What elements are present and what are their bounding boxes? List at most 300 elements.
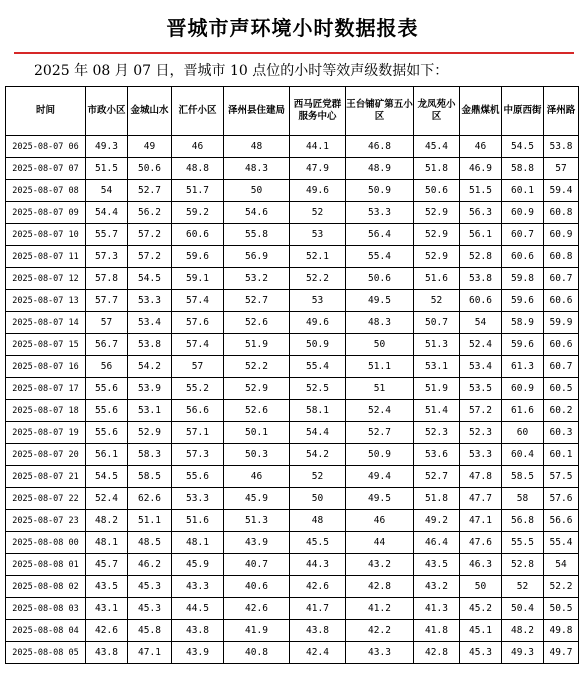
noise-value-cell: 55.6: [86, 422, 128, 444]
noise-value-cell: 52.2: [224, 356, 290, 378]
noise-value-cell: 53.4: [128, 312, 172, 334]
noise-value-cell: 53.5: [460, 378, 502, 400]
noise-value-cell: 57.4: [172, 334, 224, 356]
table-row: [6, 444, 579, 466]
noise-value-cell: 52.9: [414, 224, 460, 246]
noise-value-cell: 54: [460, 312, 502, 334]
noise-value-cell: 52.1: [290, 246, 346, 268]
noise-value-cell: 60.7: [502, 224, 544, 246]
noise-value-cell: 48.1: [86, 532, 128, 554]
noise-value-cell: 40.6: [224, 576, 290, 598]
noise-value-cell: 52.8: [502, 554, 544, 576]
noise-value-cell: 58: [502, 488, 544, 510]
noise-value-cell: 60.7: [544, 268, 579, 290]
noise-value-cell: 57.2: [128, 224, 172, 246]
noise-value-cell: 51.3: [414, 334, 460, 356]
noise-value-cell: 52.7: [346, 422, 414, 444]
noise-value-cell: 43.1: [86, 598, 128, 620]
noise-value-cell: 51.7: [172, 180, 224, 202]
time-cell: 2025-08-07 19: [6, 422, 86, 444]
noise-value-cell: 53.9: [128, 378, 172, 400]
noise-value-cell: 46.3: [460, 554, 502, 576]
noise-value-cell: 50: [346, 334, 414, 356]
table-row: [6, 180, 579, 202]
noise-value-cell: 54.2: [128, 356, 172, 378]
noise-value-cell: 49.2: [414, 510, 460, 532]
noise-value-cell: 45.8: [128, 620, 172, 642]
noise-value-cell: 57.6: [544, 488, 579, 510]
noise-value-cell: 45.3: [460, 642, 502, 664]
noise-value-cell: 50.9: [346, 444, 414, 466]
noise-value-cell: 49: [128, 136, 172, 158]
noise-value-cell: 59.4: [544, 180, 579, 202]
col-header-site-7: 龙凤苑小区: [414, 87, 460, 136]
noise-value-cell: 60.9: [502, 378, 544, 400]
noise-value-cell: 40.7: [224, 554, 290, 576]
noise-value-cell: 43.5: [86, 576, 128, 598]
time-cell: 2025-08-07 12: [6, 268, 86, 290]
noise-value-cell: 56.9: [224, 246, 290, 268]
noise-value-cell: 56.2: [128, 202, 172, 224]
noise-value-cell: 49.3: [502, 642, 544, 664]
noise-value-cell: 57.6: [172, 312, 224, 334]
noise-value-cell: 43.8: [290, 620, 346, 642]
noise-value-cell: 57: [544, 158, 579, 180]
time-cell: 2025-08-07 08: [6, 180, 86, 202]
noise-value-cell: 53.1: [128, 400, 172, 422]
noise-value-cell: 50.9: [290, 334, 346, 356]
noise-value-cell: 56.6: [544, 510, 579, 532]
noise-value-cell: 46.9: [460, 158, 502, 180]
noise-value-cell: 48.2: [86, 510, 128, 532]
noise-value-cell: 45.1: [460, 620, 502, 642]
noise-value-cell: 60.4: [502, 444, 544, 466]
noise-value-cell: 55.4: [290, 356, 346, 378]
noise-value-cell: 44.5: [172, 598, 224, 620]
noise-value-cell: 50.6: [128, 158, 172, 180]
time-cell: 2025-08-07 20: [6, 444, 86, 466]
noise-value-cell: 43.9: [172, 642, 224, 664]
table-header-row: [6, 87, 579, 136]
noise-value-cell: 53.1: [414, 356, 460, 378]
noise-value-cell: 57.3: [86, 246, 128, 268]
noise-value-cell: 59.1: [172, 268, 224, 290]
noise-value-cell: 46: [172, 136, 224, 158]
table-row: [6, 532, 579, 554]
noise-value-cell: 58.1: [290, 400, 346, 422]
noise-value-cell: 49.6: [290, 180, 346, 202]
noise-value-cell: 47.8: [460, 466, 502, 488]
noise-value-cell: 48: [224, 136, 290, 158]
noise-value-cell: 46: [346, 510, 414, 532]
noise-value-cell: 52.3: [460, 422, 502, 444]
noise-value-cell: 54: [86, 180, 128, 202]
noise-value-cell: 47.6: [460, 532, 502, 554]
noise-value-cell: 43.9: [224, 532, 290, 554]
noise-value-cell: 50.1: [224, 422, 290, 444]
noise-value-cell: 61.6: [502, 400, 544, 422]
noise-value-cell: 54: [544, 554, 579, 576]
table-row: [6, 224, 579, 246]
noise-value-cell: 52.2: [290, 268, 346, 290]
noise-value-cell: 50.3: [224, 444, 290, 466]
noise-value-cell: 54.2: [290, 444, 346, 466]
noise-value-cell: 42.8: [346, 576, 414, 598]
noise-value-cell: 56.4: [346, 224, 414, 246]
noise-value-cell: 44.3: [290, 554, 346, 576]
noise-value-cell: 45.2: [460, 598, 502, 620]
noise-value-cell: 46: [460, 136, 502, 158]
col-header-site-9: 中原西街: [502, 87, 544, 136]
noise-value-cell: 57.7: [86, 290, 128, 312]
noise-value-cell: 57.2: [460, 400, 502, 422]
noise-value-cell: 54.5: [86, 466, 128, 488]
noise-value-cell: 52: [290, 202, 346, 224]
noise-value-cell: 49.5: [346, 488, 414, 510]
noise-value-cell: 52.4: [460, 334, 502, 356]
noise-value-cell: 53.8: [544, 136, 579, 158]
noise-value-cell: 58.5: [128, 466, 172, 488]
noise-value-cell: 41.9: [224, 620, 290, 642]
noise-value-cell: 42.6: [224, 598, 290, 620]
noise-value-cell: 48.5: [128, 532, 172, 554]
noise-value-cell: 45.3: [128, 598, 172, 620]
noise-value-cell: 60.6: [172, 224, 224, 246]
noise-value-cell: 49.7: [544, 642, 579, 664]
noise-value-cell: 56.1: [460, 224, 502, 246]
time-cell: 2025-08-07 22: [6, 488, 86, 510]
noise-value-cell: 48.1: [172, 532, 224, 554]
noise-value-cell: 54.6: [224, 202, 290, 224]
noise-value-cell: 46.8: [346, 136, 414, 158]
col-header-site-2: 金城山水: [128, 87, 172, 136]
table-row: [6, 356, 579, 378]
noise-value-cell: 55.4: [544, 532, 579, 554]
noise-value-cell: 43.2: [346, 554, 414, 576]
noise-value-cell: 54.5: [502, 136, 544, 158]
table-row: [6, 400, 579, 422]
table-row: [6, 576, 579, 598]
noise-value-cell: 52.6: [224, 312, 290, 334]
noise-value-cell: 57.1: [172, 422, 224, 444]
noise-data-table: [5, 86, 579, 664]
noise-value-cell: 47.1: [460, 510, 502, 532]
noise-value-cell: 60.6: [544, 290, 579, 312]
noise-value-cell: 54.5: [128, 268, 172, 290]
table-row: [6, 620, 579, 642]
time-cell: 2025-08-08 04: [6, 620, 86, 642]
noise-value-cell: 49.3: [86, 136, 128, 158]
noise-value-cell: 59.6: [172, 246, 224, 268]
noise-value-cell: 52.7: [128, 180, 172, 202]
noise-value-cell: 51.8: [414, 158, 460, 180]
noise-value-cell: 58.9: [502, 312, 544, 334]
time-cell: 2025-08-08 05: [6, 642, 86, 664]
col-header-site-8: 金鼎煤机: [460, 87, 502, 136]
col-header-site-6: 王台铺矿第五小区: [346, 87, 414, 136]
noise-value-cell: 43.8: [86, 642, 128, 664]
time-cell: 2025-08-08 02: [6, 576, 86, 598]
noise-value-cell: 42.6: [290, 576, 346, 598]
noise-value-cell: 57.5: [544, 466, 579, 488]
noise-value-cell: 53: [290, 224, 346, 246]
table-row: [6, 510, 579, 532]
time-cell: 2025-08-07 16: [6, 356, 86, 378]
noise-value-cell: 51.5: [460, 180, 502, 202]
noise-value-cell: 53.2: [224, 268, 290, 290]
noise-value-cell: 56.7: [86, 334, 128, 356]
noise-value-cell: 56.3: [460, 202, 502, 224]
noise-value-cell: 45.5: [290, 532, 346, 554]
noise-value-cell: 51.1: [346, 356, 414, 378]
noise-value-cell: 49.4: [346, 466, 414, 488]
noise-value-cell: 51.8: [414, 488, 460, 510]
time-cell: 2025-08-07 06: [6, 136, 86, 158]
noise-value-cell: 52.9: [224, 378, 290, 400]
noise-value-cell: 55.6: [86, 400, 128, 422]
noise-value-cell: 49.6: [290, 312, 346, 334]
time-cell: 2025-08-07 13: [6, 290, 86, 312]
noise-value-cell: 60.9: [544, 224, 579, 246]
noise-value-cell: 62.6: [128, 488, 172, 510]
noise-value-cell: 59.6: [502, 290, 544, 312]
table-row: [6, 268, 579, 290]
table-body: [6, 136, 579, 664]
noise-value-cell: 48: [290, 510, 346, 532]
noise-value-cell: 50.9: [346, 180, 414, 202]
time-cell: 2025-08-07 09: [6, 202, 86, 224]
time-cell: 2025-08-07 18: [6, 400, 86, 422]
time-cell: 2025-08-07 14: [6, 312, 86, 334]
noise-value-cell: 52.9: [128, 422, 172, 444]
noise-value-cell: 60.1: [502, 180, 544, 202]
noise-value-cell: 52: [414, 290, 460, 312]
noise-value-cell: 51.3: [224, 510, 290, 532]
noise-value-cell: 43.3: [346, 642, 414, 664]
noise-value-cell: 55.7: [86, 224, 128, 246]
noise-value-cell: 45.9: [224, 488, 290, 510]
noise-value-cell: 42.8: [414, 642, 460, 664]
noise-value-cell: 53.3: [128, 290, 172, 312]
noise-value-cell: 53.3: [172, 488, 224, 510]
noise-value-cell: 52.9: [414, 246, 460, 268]
title-divider: [14, 52, 574, 54]
noise-value-cell: 48.8: [172, 158, 224, 180]
noise-value-cell: 59.6: [502, 334, 544, 356]
noise-value-cell: 60.5: [544, 378, 579, 400]
table-row: [6, 642, 579, 664]
col-header-site-3: 汇仟小区: [172, 87, 224, 136]
noise-value-cell: 43.5: [414, 554, 460, 576]
table-row: [6, 246, 579, 268]
noise-value-cell: 42.4: [290, 642, 346, 664]
noise-value-cell: 45.9: [172, 554, 224, 576]
noise-value-cell: 57.4: [172, 290, 224, 312]
noise-value-cell: 53.8: [460, 268, 502, 290]
noise-value-cell: 41.2: [346, 598, 414, 620]
table-row: [6, 312, 579, 334]
noise-value-cell: 50.6: [414, 180, 460, 202]
table-row: [6, 290, 579, 312]
noise-value-cell: 56.1: [86, 444, 128, 466]
noise-value-cell: 60.1: [544, 444, 579, 466]
noise-value-cell: 46.2: [128, 554, 172, 576]
noise-value-cell: 52: [290, 466, 346, 488]
noise-value-cell: 55.8: [224, 224, 290, 246]
noise-value-cell: 46.4: [414, 532, 460, 554]
noise-value-cell: 53.4: [460, 356, 502, 378]
noise-value-cell: 47.7: [460, 488, 502, 510]
noise-value-cell: 45.7: [86, 554, 128, 576]
noise-value-cell: 50: [460, 576, 502, 598]
noise-value-cell: 50.7: [414, 312, 460, 334]
noise-value-cell: 50.4: [502, 598, 544, 620]
noise-value-cell: 52.2: [544, 576, 579, 598]
noise-value-cell: 54.4: [290, 422, 346, 444]
noise-value-cell: 52.3: [414, 422, 460, 444]
table-row: [6, 378, 579, 400]
noise-value-cell: 51.6: [172, 510, 224, 532]
table-row: [6, 158, 579, 180]
noise-value-cell: 60.8: [544, 246, 579, 268]
noise-value-cell: 51.9: [224, 334, 290, 356]
noise-value-cell: 47.9: [290, 158, 346, 180]
time-cell: 2025-08-07 07: [6, 158, 86, 180]
noise-value-cell: 46: [224, 466, 290, 488]
noise-value-cell: 55.6: [86, 378, 128, 400]
noise-value-cell: 56.6: [172, 400, 224, 422]
time-cell: 2025-08-07 15: [6, 334, 86, 356]
report-title: 晋城市声环境小时数据报表: [166, 16, 419, 40]
noise-value-cell: 48.3: [346, 312, 414, 334]
table-row: [6, 422, 579, 444]
noise-value-cell: 59.8: [502, 268, 544, 290]
table-row: [6, 488, 579, 510]
noise-value-cell: 52.8: [460, 246, 502, 268]
noise-value-cell: 60.6: [502, 246, 544, 268]
noise-value-cell: 47.1: [128, 642, 172, 664]
noise-value-cell: 51.9: [414, 378, 460, 400]
noise-value-cell: 52: [502, 576, 544, 598]
noise-value-cell: 57: [86, 312, 128, 334]
noise-value-cell: 53: [290, 290, 346, 312]
table-row: [6, 136, 579, 158]
noise-value-cell: 41.7: [290, 598, 346, 620]
noise-value-cell: 41.8: [414, 620, 460, 642]
noise-value-cell: 57.8: [86, 268, 128, 290]
noise-value-cell: 45.4: [414, 136, 460, 158]
noise-value-cell: 58.5: [502, 466, 544, 488]
noise-value-cell: 44: [346, 532, 414, 554]
noise-value-cell: 57: [172, 356, 224, 378]
time-cell: 2025-08-07 21: [6, 466, 86, 488]
noise-value-cell: 51: [346, 378, 414, 400]
noise-value-cell: 60.2: [544, 400, 579, 422]
noise-value-cell: 42.6: [86, 620, 128, 642]
noise-value-cell: 51.1: [128, 510, 172, 532]
noise-value-cell: 41.3: [414, 598, 460, 620]
noise-value-cell: 52.7: [224, 290, 290, 312]
noise-value-cell: 42.2: [346, 620, 414, 642]
noise-value-cell: 40.8: [224, 642, 290, 664]
noise-value-cell: 50.5: [544, 598, 579, 620]
noise-value-cell: 50: [224, 180, 290, 202]
noise-value-cell: 61.3: [502, 356, 544, 378]
noise-value-cell: 58.8: [502, 158, 544, 180]
noise-value-cell: 49.8: [544, 620, 579, 642]
noise-value-cell: 60.6: [460, 290, 502, 312]
noise-value-cell: 45.3: [128, 576, 172, 598]
noise-value-cell: 55.5: [502, 532, 544, 554]
col-header-site-1: 市政小区: [86, 87, 128, 136]
noise-value-cell: 53.8: [128, 334, 172, 356]
time-cell: 2025-08-08 03: [6, 598, 86, 620]
noise-value-cell: 55.6: [172, 466, 224, 488]
time-cell: 2025-08-08 01: [6, 554, 86, 576]
noise-value-cell: 43.3: [172, 576, 224, 598]
noise-value-cell: 60: [502, 422, 544, 444]
noise-value-cell: 58.3: [128, 444, 172, 466]
noise-value-cell: 51.4: [414, 400, 460, 422]
noise-value-cell: 50.6: [346, 268, 414, 290]
noise-value-cell: 57.3: [172, 444, 224, 466]
noise-value-cell: 52.9: [414, 202, 460, 224]
noise-value-cell: 53.3: [346, 202, 414, 224]
noise-value-cell: 50: [290, 488, 346, 510]
time-cell: 2025-08-08 00: [6, 532, 86, 554]
report-subtitle: 2025 年 08 月 07 日，晋城市 10 点位的小时等效声级数据如下：: [34, 63, 449, 79]
noise-value-cell: 60.7: [544, 356, 579, 378]
noise-value-cell: 48.3: [224, 158, 290, 180]
noise-value-cell: 59.9: [544, 312, 579, 334]
noise-value-cell: 57.2: [128, 246, 172, 268]
time-cell: 2025-08-07 17: [6, 378, 86, 400]
noise-value-cell: 59.2: [172, 202, 224, 224]
noise-value-cell: 55.2: [172, 378, 224, 400]
time-cell: 2025-08-07 10: [6, 224, 86, 246]
table-row: [6, 598, 579, 620]
col-header-site-4: 泽州县住建局: [224, 87, 290, 136]
col-header-site-10: 泽州路: [544, 87, 579, 136]
noise-value-cell: 54.4: [86, 202, 128, 224]
noise-value-cell: 53.6: [414, 444, 460, 466]
noise-value-cell: 48.2: [502, 620, 544, 642]
noise-value-cell: 49.5: [346, 290, 414, 312]
noise-value-cell: 43.8: [172, 620, 224, 642]
noise-value-cell: 60.3: [544, 422, 579, 444]
noise-value-cell: 60.8: [544, 202, 579, 224]
noise-value-cell: 52.7: [414, 466, 460, 488]
table-row: [6, 202, 579, 224]
time-cell: 2025-08-07 23: [6, 510, 86, 532]
noise-value-cell: 55.4: [346, 246, 414, 268]
noise-value-cell: 60.9: [502, 202, 544, 224]
noise-value-cell: 52.4: [86, 488, 128, 510]
noise-value-cell: 56.8: [502, 510, 544, 532]
noise-value-cell: 51.5: [86, 158, 128, 180]
table-row: [6, 554, 579, 576]
noise-value-cell: 52.6: [224, 400, 290, 422]
noise-value-cell: 52.5: [290, 378, 346, 400]
time-cell: 2025-08-07 11: [6, 246, 86, 268]
table-row: [6, 466, 579, 488]
noise-value-cell: 52.4: [346, 400, 414, 422]
noise-value-cell: 43.2: [414, 576, 460, 598]
noise-value-cell: 53.3: [460, 444, 502, 466]
noise-value-cell: 60.6: [544, 334, 579, 356]
col-header-site-5: 西马匠党群服务中心: [290, 87, 346, 136]
col-header-time: 时间: [6, 87, 86, 136]
